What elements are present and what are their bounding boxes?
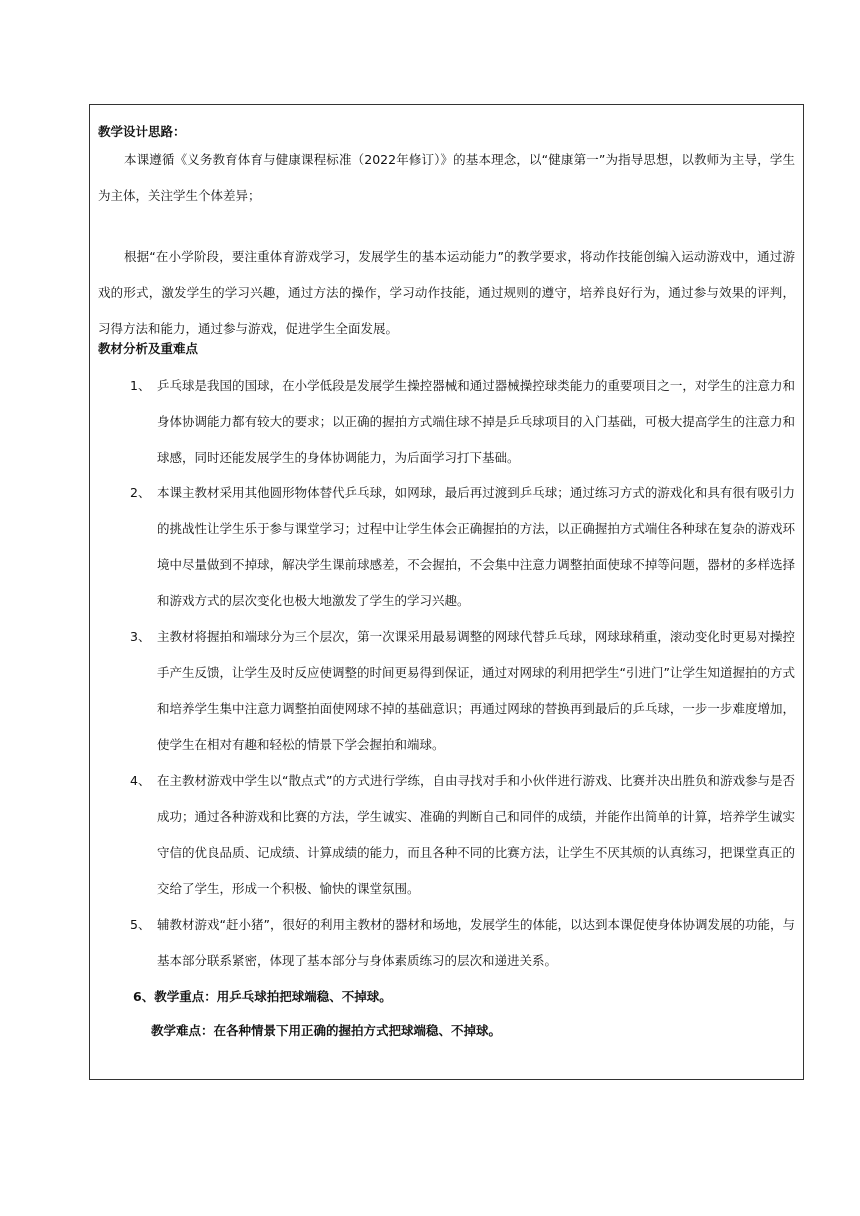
list-item: [98, 475, 795, 619]
list-item-text: 乒乓球是我国的国球，在小学低段是发展学生操控器械和通过器械操控球类能力的重要项目之一，对学生的注意力和身体协调能力都有较大的要求；以正确的握拍方式端住球不掉是乒乓球项目的入门基础，可极大提高学生的注意力和球感，同时还能发展学生的身体协调能力，为后面学习打下基础。: [157, 378, 795, 465]
design-heading: 教学设计思路：: [98, 124, 186, 139]
teaching-key-point: 6、教学重点：用乒乓球拍把球端稳、不掉球。: [133, 989, 392, 1004]
list-item: [98, 907, 795, 979]
design-paragraph-2: 根据“在小学阶段，要注重体育游戏学习，发展学生的基本运动能力”的教学要求，将动作技能创编入运动游戏中，通过游戏的形式，激发学生的学习兴趣，通过方法的操作，学习动作技能，通过规则的遵守，培养良好行为，通过参与效果的评判，习得方法和能力，通过参与游戏，促进学生全面发展。: [98, 249, 795, 336]
list-item-number: 4、: [130, 773, 151, 788]
lesson-design-table-cell: [89, 104, 804, 1080]
list-item: [98, 619, 795, 763]
list-item-number: 1、: [130, 378, 151, 393]
analysis-heading: 教材分析及重难点: [98, 341, 199, 356]
teaching-difficult-point: 教学难点：在各种情景下用正确的握拍方式把球端稳、不掉球。: [151, 1023, 502, 1038]
list-item-number: 2、: [130, 485, 151, 500]
list-item-text: 本课主教材采用其他圆形物体替代乒乓球，如网球，最后再过渡到乒乓球；通过练习方式的游戏化和具有很有吸引力的挑战性让学生乐于参与课堂学习；过程中让学生体会正确握拍的方法，以正确握拍方式端住各种球在复杂的游戏环境中尽量做到不掉球，解决学生课前球感差，不会握拍，不会集中注意力调整拍面使球不掉等问题，器材的多样选择和游戏方式的层次变化也极大地激发了学生的学习兴趣。: [157, 485, 795, 608]
list-item-text: 辅教材游戏“赶小猪”，很好的利用主教材的器材和场地，发展学生的体能，以达到本课促使身体协调发展的功能，与基本部分联系紧密，体现了基本部分与身体素质练习的层次和递进关系。: [157, 917, 795, 968]
list-item-text: 主教材将握拍和端球分为三个层次，第一次课采用最易调整的网球代替乒乓球，网球球稍重，滚动变化时更易对操控手产生反馈，让学生及时反应使调整的时间更易得到保证，通过对网球的利用把学生“引进门”让学生知道握拍的方式和培养学生集中注意力调整拍面使网球不掉的基础意识；再通过网球的替换再到最后的乒乓球，一步一步难度增加，使学生在相对有趣和轻松的情景下学会握拍和端球。: [157, 629, 795, 752]
list-item: [98, 368, 795, 476]
list-item: [98, 763, 795, 907]
list-item-text: 在主教材游戏中学生以“散点式”的方式进行学练，自由寻找对手和小伙伴进行游戏、比赛并决出胜负和游戏参与是否成功；通过各种游戏和比赛的方法，学生诚实、准确的判断自己和同伴的成绩，并能作出简单的计算，培养学生诚实守信的优良品质、记成绩、计算成绩的能力，而且各种不同的比赛方法，让学生不厌其烦的认真练习，把课堂真正的交给了学生，形成一个积极、愉快的课堂氛围。: [157, 773, 795, 896]
design-paragraph-1: 本课遵循《义务教育体育与健康课程标准（2022年修订）》的基本理念，以“健康第一”为指导思想，以教师为主导，学生为主体，关注学生个体差异；: [98, 152, 795, 203]
list-item-number: 3、: [130, 629, 151, 644]
list-item-number: 5、: [130, 917, 151, 932]
